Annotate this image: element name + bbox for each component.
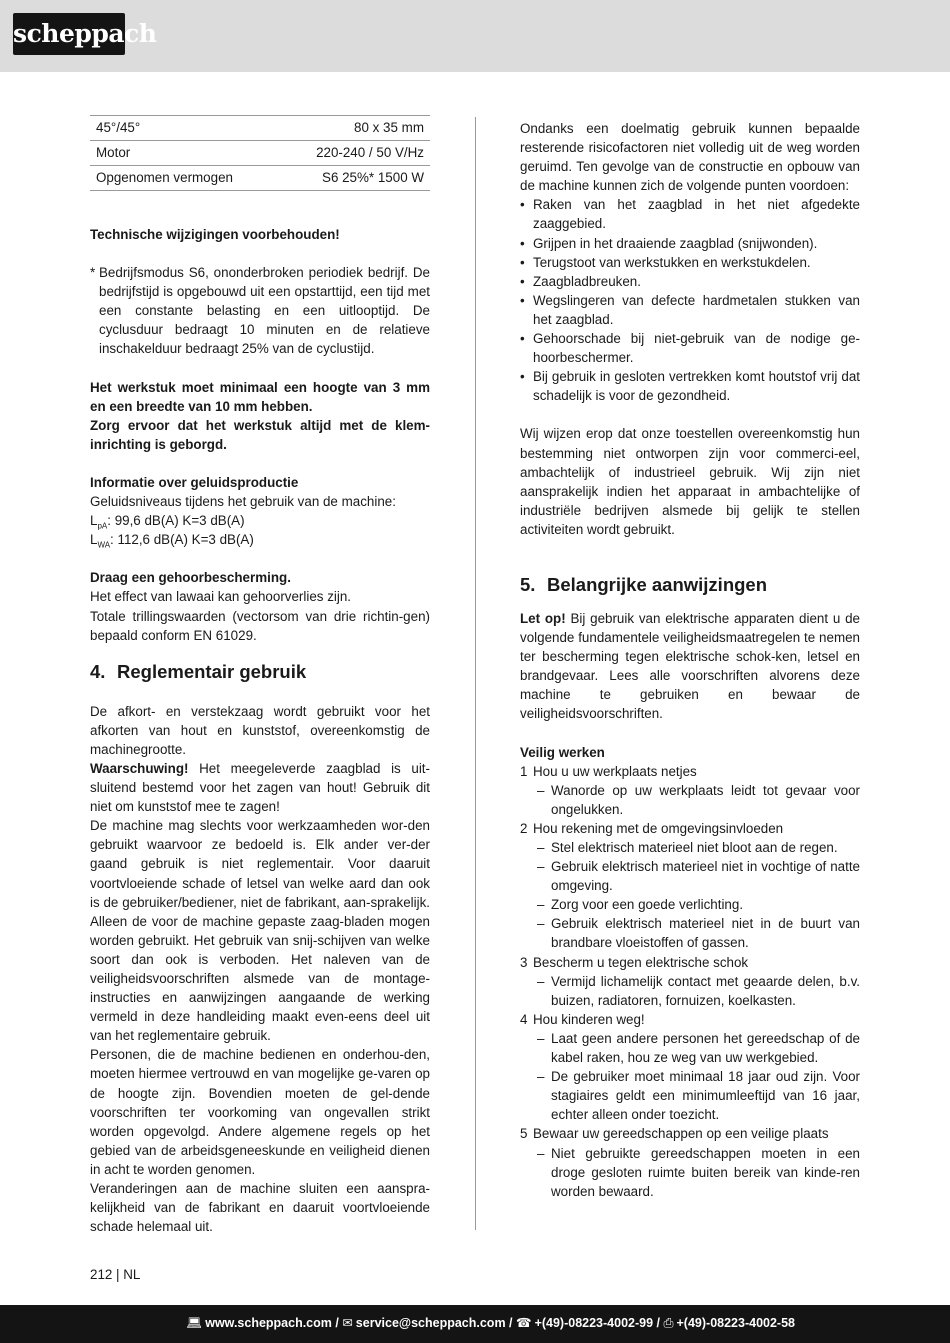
spec-value: S6 25%* 1500 W <box>278 166 430 191</box>
list-item: • Raken van het zaagblad in het niet afgedekte zaaggebied. <box>520 195 860 233</box>
rule-item <box>520 1124 860 1143</box>
separator: / <box>505 1316 516 1330</box>
noise-lpa <box>90 511 430 530</box>
list-item: • Terugstoot van werkstukken en werkstukdelen. <box>520 253 860 272</box>
safe-work-title: Veilig werken <box>520 744 605 760</box>
attention-label: Let op! <box>520 610 566 626</box>
operators-paragraph: Personen, die de machine bedienen en onderhou-den, moeten hiermee vertrouwd en van mogelijke ge-varen op de hoogte zijn. Bovendien moeten de gel-dende voorschriften ter voorkoming van ongevallen strikt worden opgevolgd. Andere algemene regels op het gebied van de arbeidsgeneeskunde en veiligheid dienen in acht te worden genomen. <box>90 1047 430 1177</box>
separator: / <box>653 1316 664 1330</box>
phone-number: +(49)-08223-4002-99 <box>534 1316 654 1330</box>
section-4-heading <box>90 659 430 685</box>
rule-number: 3 <box>520 954 528 970</box>
spec-label: Opgenomen vermogen <box>90 166 278 191</box>
list-item: – Vermijd lichamelijk contact met geaarde delen, b.v. buizen, radiatoren, fornuizen, koelkasten. <box>520 972 860 1010</box>
section-number: 5. <box>520 573 536 595</box>
section-5-heading <box>520 572 860 598</box>
usage-paragraph: De machine mag slechts voor werkzaamheden wor-den gebruikt waarvoor ze bedoeld is. Elk ander ver-der gaand gebruik is niet reglementair. Voor daaruit voortvloeiende schade of letsel van welke aard dan ook is de gebruiker/bediener, niet de fabrikant, aan-sprakelijk. Alleen de voor de machine gepaste zaag-bladen mogen worden gebruikt. Het gebruik van snij-schijven van welke soort dan ook is verboden. Het naleven van de veiligheidsvoorschriften alsmede van de montage-instructies en aanwijzingen aangaande de werking vermeld in deze handleiding maakt even-eens deel uit van het reglementaire gebruik. <box>90 818 430 1044</box>
column-divider <box>475 117 476 1230</box>
fax-icon: ⎙ <box>663 1316 674 1330</box>
list-item: – Wanorde op uw werkplaats leidt tot gevaar voor ongelukken. <box>520 781 860 819</box>
spec-label: Motor <box>90 141 278 166</box>
hearing-text: Het effect van lawaai kan gehoorverlies zijn. <box>90 589 352 605</box>
lwa-symbol: L <box>90 532 98 548</box>
rule-number: 1 <box>520 763 528 779</box>
footnote-marker: * <box>90 265 96 281</box>
workpiece-clamp-note: Zorg ervoor dat het werkstuk altijd met de klem-inrichting is geborgd. <box>90 417 430 452</box>
rule-sublist <box>520 1029 860 1124</box>
laptop-icon: 💻︎ <box>186 1316 203 1330</box>
noise-title: Informatie over geluidsproductie <box>90 474 299 490</box>
table-row <box>90 116 430 141</box>
footnote <box>90 263 430 358</box>
list-item: • Bij gebruik in gesloten vertrekken komt houtstof vrij dat schadelijk is voor de gezondheid. <box>520 367 860 405</box>
rule-item <box>520 762 860 781</box>
spec-label: 45°/45° <box>90 116 278 141</box>
risk-intro: Ondanks een doelmatig gebruik kunnen bepaalde resterende risicofactoren niet volledig uit de weg worden geruimd. Ten gevolge van de constructie en opbouw van de machine kunnen zich de volgende punten voordoen: <box>520 121 860 194</box>
phone-icon: ☎︎ <box>515 1316 532 1330</box>
lpa-value: : 99,6 dB(A) K=3 dB(A) <box>107 513 245 529</box>
specs-table <box>90 115 430 191</box>
rule-title: Hou u uw werkplaats netjes <box>533 763 697 779</box>
lpa-subscript: pA <box>97 521 108 531</box>
rule-number: 4 <box>520 1011 528 1027</box>
rule-title: Bescherm u tegen elektrische schok <box>533 954 749 970</box>
list-item: • Grijpen in het draaiende zaagblad (snijwonden). <box>520 234 860 253</box>
warning-text: Het meegeleverde zaagblad is uit-sluitend bestemd voor het zagen van hout! Gebruik dit niet om kunststof mee te zagen! <box>90 760 430 815</box>
warning-paragraph <box>90 759 430 816</box>
list-item: – De gebruiker moet minimaal 18 jaar oud zijn. Voor stagiaires geldt een minimumleeftijd van 16 jaar, echter alleen onder toezicht. <box>520 1067 860 1124</box>
list-item: • Wegslingeren van defecte hardmetalen stukken van het zaagblad. <box>520 291 860 329</box>
list-item: – Stel elektrisch materieel niet bloot aan de regen. <box>520 838 860 857</box>
lwa-subscript: WA <box>97 540 111 550</box>
page-footer <box>0 1305 950 1343</box>
hearing-title: Draag een gehoorbescherming. <box>90 570 291 586</box>
rule-sublist <box>520 781 860 819</box>
list-item: • Zaagbladbreuken. <box>520 272 860 291</box>
fax-number: +(49)-08223-4002-58 <box>676 1316 795 1330</box>
table-row <box>90 166 430 191</box>
section-title: Belangrijke aanwijzingen <box>547 573 768 595</box>
rule-title: Bewaar uw gereedschappen op een veilige plaats <box>533 1126 829 1142</box>
rule-item <box>520 953 860 972</box>
spec-value: 220-240 / 50 V/Hz <box>278 141 430 166</box>
right-column <box>520 119 860 1201</box>
section-number: 4. <box>90 660 106 682</box>
lwa-value: : 112,6 dB(A) K=3 dB(A) <box>110 532 254 548</box>
page-number: 212 | NL <box>90 1267 141 1282</box>
rule-item <box>520 1010 860 1029</box>
rule-title: Hou rekening met de omgevingsinvloeden <box>533 820 784 836</box>
rule-sublist <box>520 1144 860 1201</box>
modifications-paragraph: Veranderingen aan de machine sluiten een aanspra-kelijkheid van de fabrikant en daaruit voortvloeiende schade helemaal uit. <box>90 1181 430 1235</box>
intended-use-text: De afkort- en verstekzaag wordt gebruikt voor het afkorten van hout en kunststof, overeenkomstig de machinegrootte. <box>90 703 430 757</box>
rule-number: 2 <box>520 820 528 836</box>
noise-intro: Geluidsniveaus tijdens het gebruik van de machine: <box>90 494 396 510</box>
rule-title: Hou kinderen weg! <box>533 1011 645 1027</box>
warning-label: Waarschuwing! <box>90 760 189 776</box>
noise-lwa <box>90 530 430 549</box>
section-title: Reglementair gebruik <box>117 660 307 682</box>
rule-sublist <box>520 972 860 1010</box>
vibration-text: Totale trillingswaarden (vectorsom van drie richtin-gen) bepaald conform EN 61029. <box>90 608 430 643</box>
left-column <box>90 115 430 1236</box>
disclaimer: Wij wijzen erop dat onze toestellen overeenkomstig hun bestemming niet ontworpen zijn voor commerci-eel, ambachtelijk of industrieel gebruik. Wij zijn niet aansprakelijk indien het apparaat in ambachtelijke of industriële bedrijven alsmede bij gelijk te stellen activiteiten wordt gebruikt. <box>520 426 860 537</box>
lpa-symbol: L <box>90 513 98 529</box>
list-item: – Gebruik elektrisch materieel niet in de buurt van brandbare vloeistoffen of gassen. <box>520 914 860 952</box>
risk-list <box>520 195 860 405</box>
workpiece-note: Het werkstuk moet minimaal een hoogte van 3 mm en een breedte van 10 mm hebben. <box>90 379 430 414</box>
attention-text: Bij gebruik van elektrische apparaten dient u de volgende fundamentele veiligheidsmaatregelen te nemen ter bescherming tegen elektrische schok-ken, letsel en brandgevaar. Lees alle voorschriften alvorens deze machine te gebruiken en bewaar de veiligheidsvoorschriften. <box>520 610 860 722</box>
page-header <box>0 0 950 72</box>
footnote-text: Bedrijfsmodus S6, ononderbroken periodiek bedrijf. De bedrijfstijd is opgebouwd uit een opstarttijd, een tijd met een constante belasting en een uitlooptijd. De cyclusduur bedraagt 10 minuten en de relatieve inschakelduur bedraagt 25% van de cyclustijd. <box>99 265 430 357</box>
list-item: – Gebruik elektrisch materieel niet in vochtige of natte omgeving. <box>520 857 860 895</box>
list-item: – Zorg voor een goede verlichting. <box>520 895 860 914</box>
list-item: – Laat geen andere personen het gereedschap of de kabel raken, hou ze weg van uw werkgebied. <box>520 1029 860 1067</box>
spec-value: 80 x 35 mm <box>278 116 430 141</box>
list-item: – Niet gebruikte gereedschappen moeten in een droge gesloten ruimte buiten bereik van kinde-ren worden bewaard. <box>520 1144 860 1201</box>
attention-paragraph <box>520 609 860 724</box>
rule-number: 5 <box>520 1126 528 1142</box>
email-link[interactable]: service@scheppach.com <box>355 1316 506 1330</box>
mail-icon: ✉︎ <box>342 1316 353 1330</box>
brand-logo: scheppach <box>13 13 125 55</box>
website-link[interactable]: www.scheppach.com <box>205 1316 332 1330</box>
rule-item <box>520 819 860 838</box>
list-item: • Gehoorschade bij niet-gebruik van de nodige ge-hoorbeschermer. <box>520 329 860 367</box>
separator: / <box>331 1316 343 1330</box>
rule-sublist <box>520 838 860 953</box>
tech-note: Technische wijzigingen voorbehouden! <box>90 227 340 242</box>
table-row <box>90 141 430 166</box>
